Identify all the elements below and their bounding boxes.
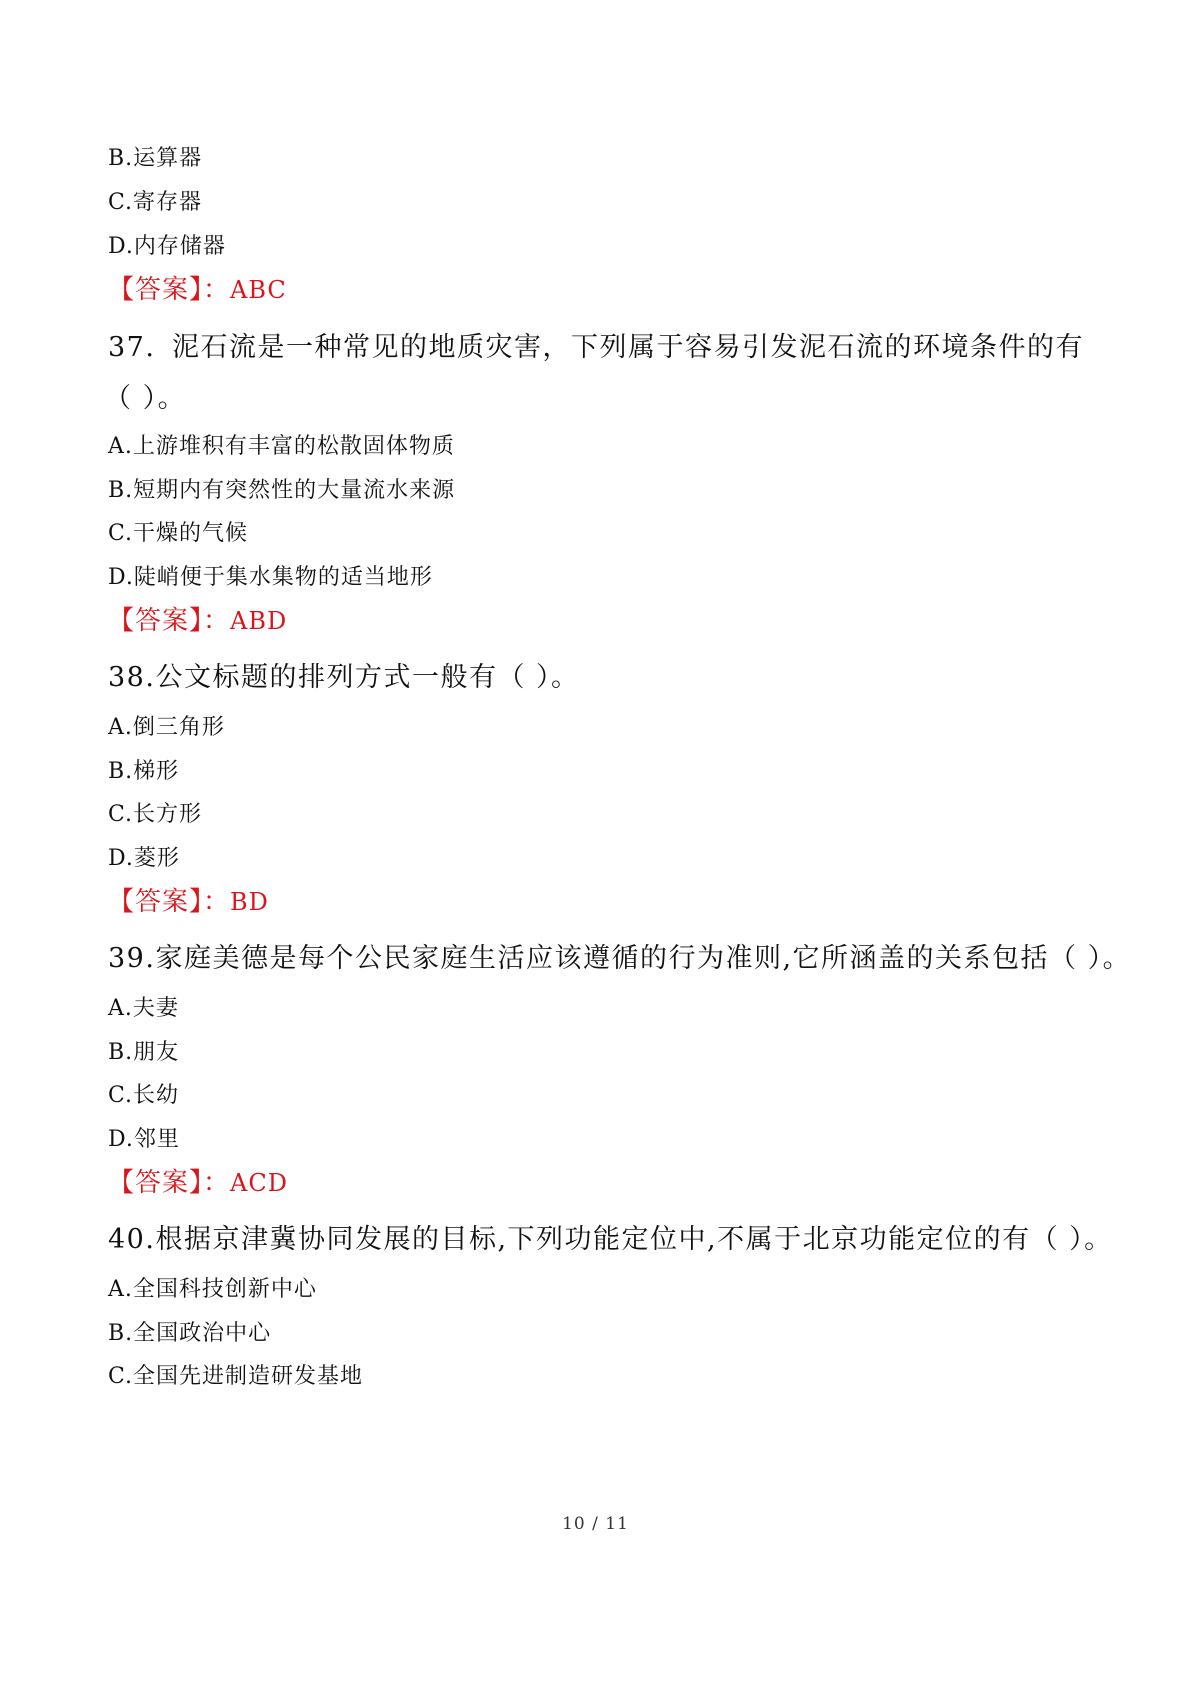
option-40-b: B.全国政治中心 [108, 1321, 272, 1346]
option-38-c: C.长方形 [108, 802, 203, 827]
answer-38 [108, 889, 269, 915]
page-indicator: 10 / 11 [562, 1514, 629, 1534]
question-39: 39.家庭美德是每个公民家庭生活应该遵循的行为准则,它所涵盖的关系包括（ ）。 [108, 943, 1132, 974]
option-39-a: A.夫妻 [108, 996, 179, 1021]
question-number: 37. [108, 332, 156, 363]
question-37-continuation: （ ）。 [104, 383, 187, 414]
option-39-b: B.朋友 [108, 1040, 180, 1065]
answer-label: 【答案】： [108, 1168, 231, 1198]
option-39-d: D.邻里 [108, 1127, 180, 1152]
answer-label: 【答案】： [108, 275, 231, 305]
option-37-a: A.上游堆积有丰富的松散固体物质 [108, 434, 455, 459]
option-38-d: D.菱形 [108, 846, 180, 871]
option-36-c: C.寄存器 [108, 190, 203, 215]
answer-label: 【答案】： [108, 606, 231, 636]
answer-label: 【答案】： [108, 887, 231, 917]
option-37-c: C.干燥的气候 [108, 521, 249, 546]
answer-value: ACD [230, 1169, 288, 1197]
option-39-c: C.长幼 [108, 1083, 180, 1108]
option-37-b: B.短期内有突然性的大量流水来源 [108, 478, 456, 503]
question-40: 40.根据京津冀协同发展的目标,下列功能定位中,不属于北京功能定位的有（ ）。 [108, 1224, 1113, 1255]
option-40-c: C.全国先进制造研发基地 [108, 1364, 364, 1389]
option-38-b: B.梯形 [108, 759, 180, 784]
question-37 [108, 334, 1084, 361]
option-36-d: D.内存储器 [108, 234, 226, 259]
question-text: 泥石流是一种常见的地质灾害，下列属于容易引发泥石流的环境条件的有 [172, 332, 1084, 363]
question-38: 38.公文标题的排列方式一般有（ ）。 [108, 662, 580, 693]
answer-39 [108, 1170, 288, 1196]
answer-value: ABC [230, 276, 287, 304]
option-38-a: A.倒三角形 [108, 715, 225, 740]
answer-value: ABD [230, 607, 288, 635]
option-40-a: A.全国科技创新中心 [108, 1277, 317, 1302]
option-36-b: B.运算器 [108, 146, 203, 171]
option-37-d: D.陡峭便于集水集物的适当地形 [108, 565, 433, 590]
answer-36 [108, 277, 287, 303]
answer-value: BD [230, 888, 269, 916]
answer-37 [108, 608, 287, 634]
